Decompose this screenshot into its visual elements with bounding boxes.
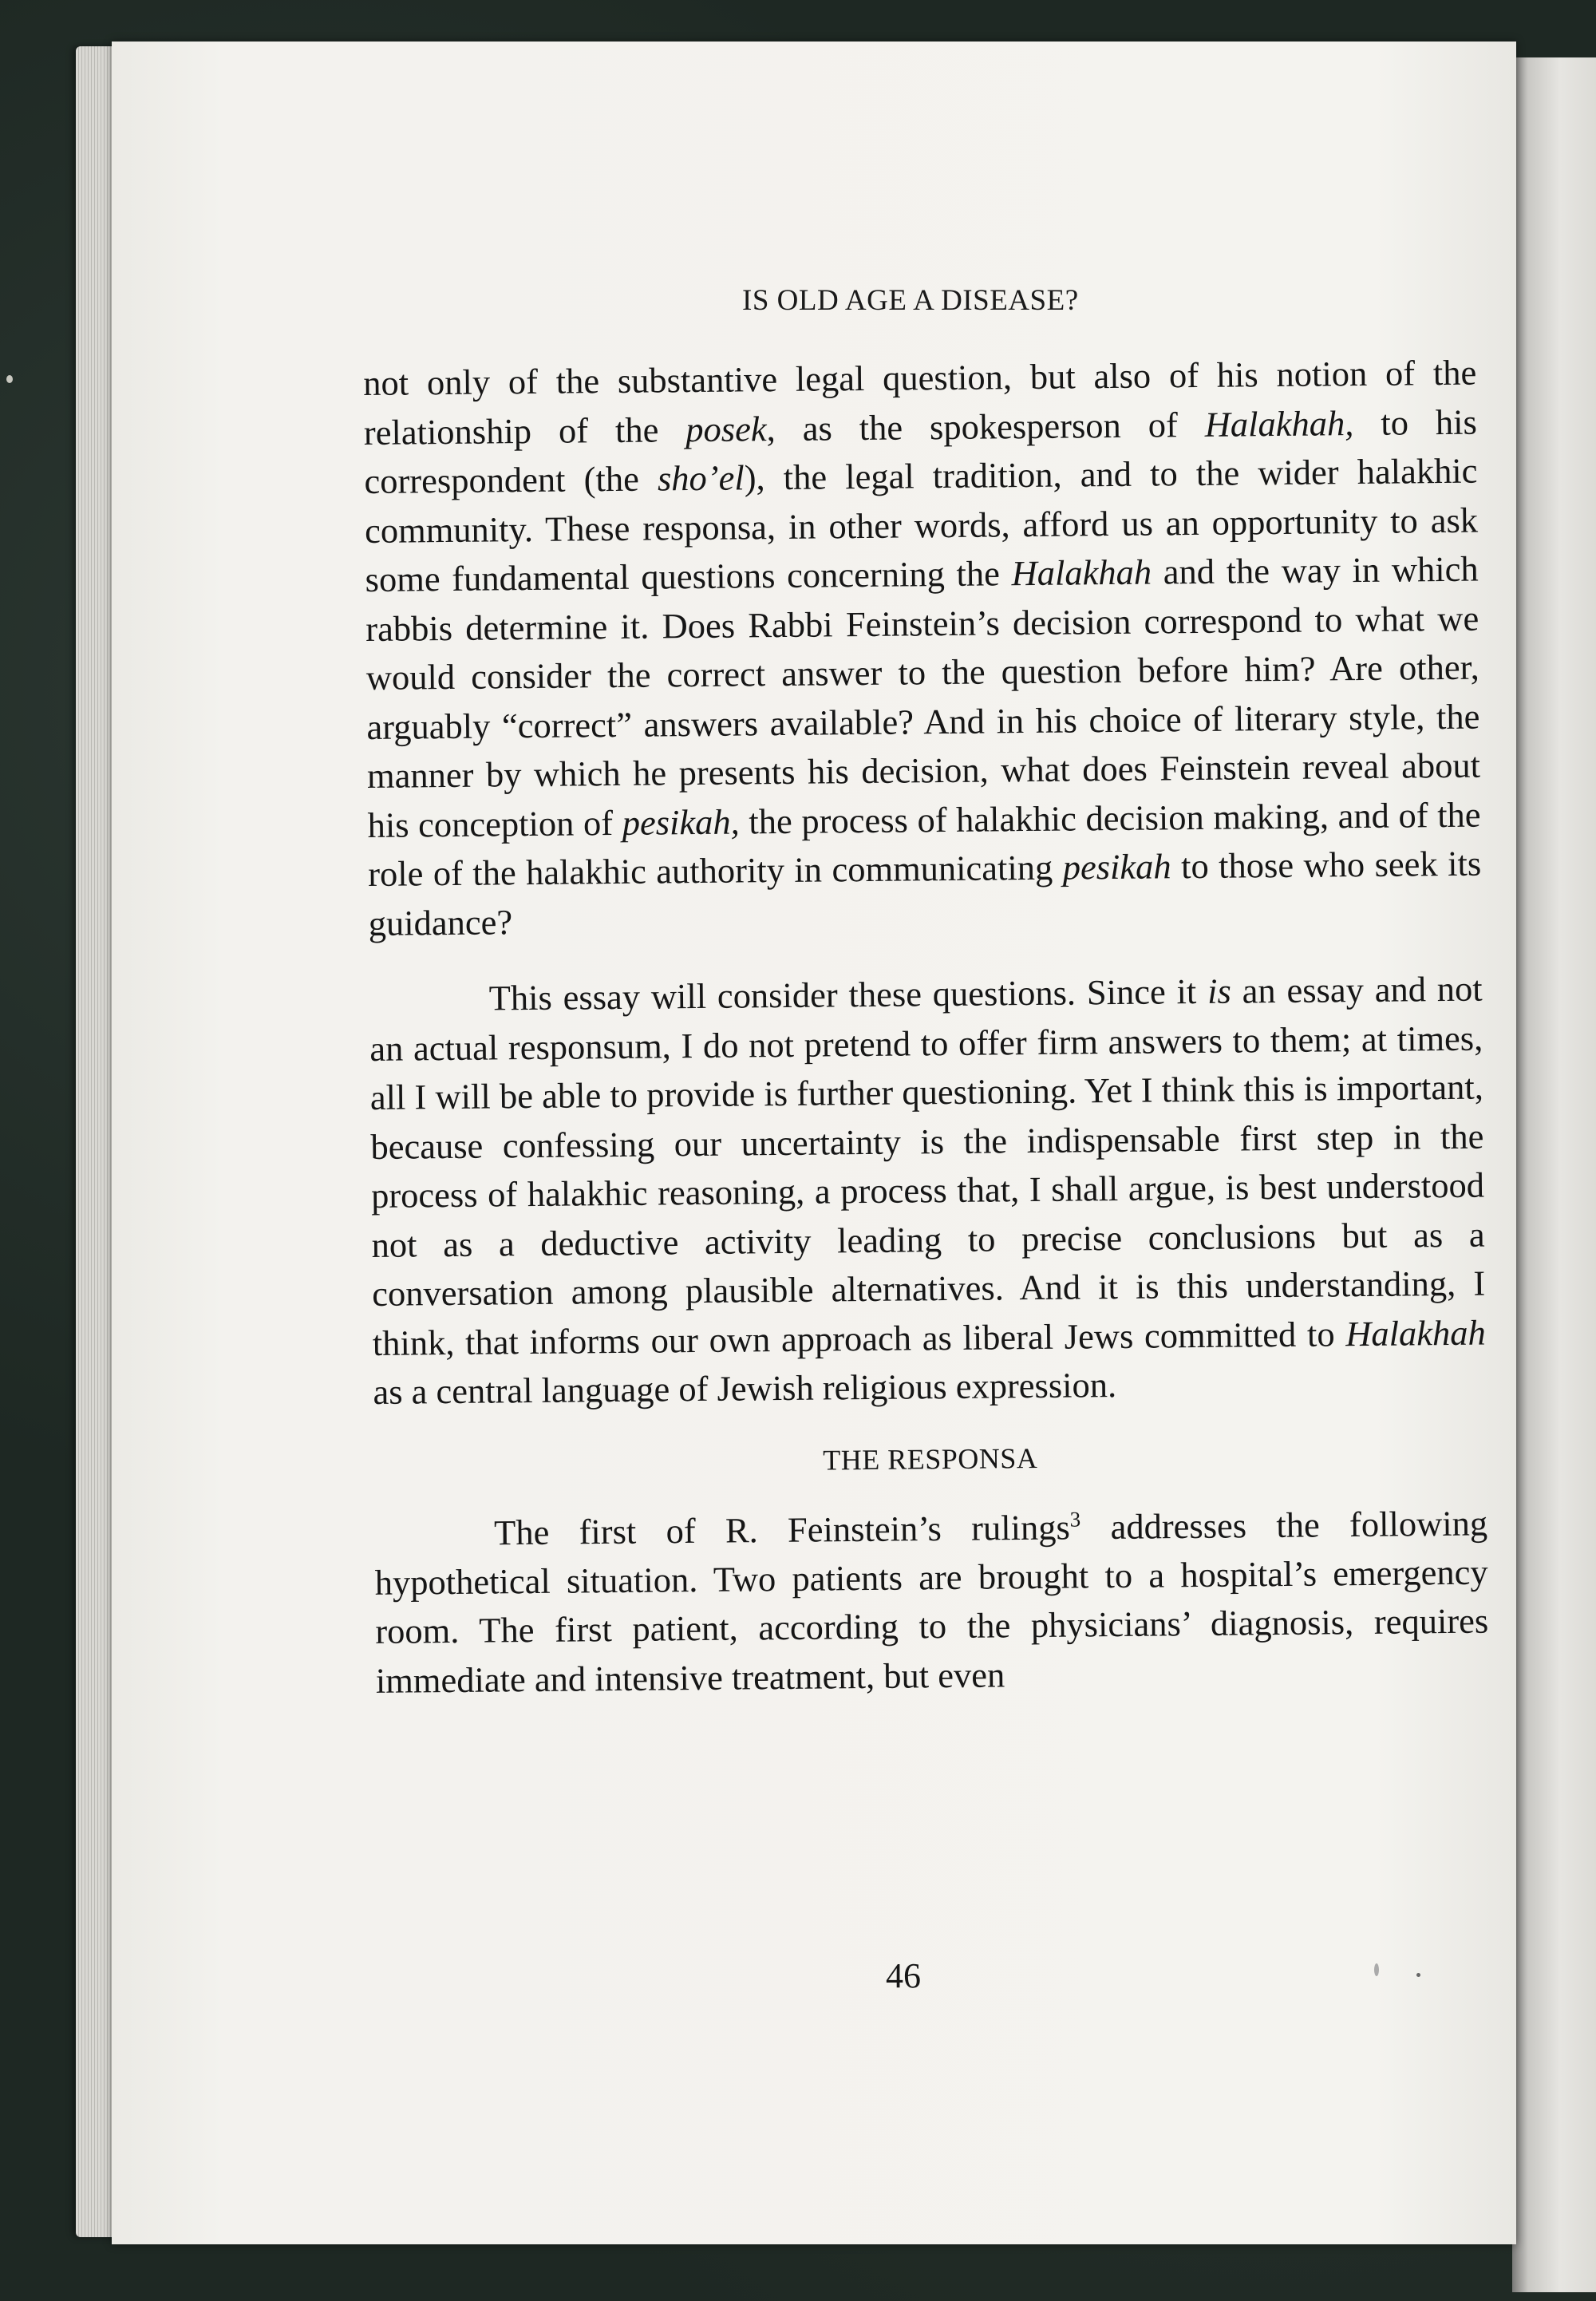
italic-term: Halakhah [1345,1312,1487,1354]
text-run: This essay will consider these questions. Since it [488,971,1208,1018]
text-run: The first of R. Feinstein’s rulings [493,1506,1070,1552]
italic-term: Halakhah [1011,552,1152,594]
italic-term: Halakhah, [1204,402,1354,445]
background-speck [6,375,13,383]
text-run: and the way in which rabbis determine it. Does Rabbi Feinstein’s decision correspond to what we would consider the correct answer to the question before him? Are other, arguably “correct” answers available? And in his choice of literary style, the manner by which he presents his decision, what does Feinstein reveal about his conception of [365,548,1481,845]
section-title: THE RESPONSA [823,1441,1038,1477]
text-run: to his correspondent (the [364,401,1478,501]
footnote-marker[interactable]: 3 [1069,1506,1081,1532]
adjacent-page-edge [1512,57,1596,2292]
text-run: the process of halakhic decision making, and of the role of the halakhic authority in communicating [367,794,1481,894]
italic-term: pesikah [1062,846,1171,888]
text-run: as a central language of Jewish religious expression. [373,1364,1117,1412]
italic-term: pesikah, [622,801,740,843]
paragraph-3 [374,1491,1489,1706]
text-run: not only of the substantive legal question, but also of his notion of the relationship of the [363,352,1477,453]
italic-term: sho’el [657,457,745,499]
italic-term: is [1207,971,1232,1011]
text-run: to those who seek its guidance? [368,843,1482,943]
page-speck [1374,1963,1379,1976]
paragraph-2 [369,965,1486,1417]
paragraph-1 [363,349,1482,948]
text-run: , as the spokesperson of [766,404,1205,449]
page-speck [1416,1973,1420,1977]
text-run: ), the legal tradition, and to the wider halakhic community. These responsa, in other words, afford us an opportunity to ask some fundamental questions concerning the [364,450,1479,599]
italic-term: posek [685,408,767,449]
page-number: 46 [886,1956,921,1995]
text-run: an essay and not an actual responsum, I do not pretend to offer firm answers to them; at times, all I will be able to provide is further questioning. Yet I think this is important, because confessing our uncertainty is the indispensable first step in the process of halakhic reasoning, a process that, I shall argue, is best understood not as a deductive activity leading to precise conclusions but as a conversation among plausible alternatives. And it is this understanding, I think, that informs our own approach as liberal Jews committed to [369,968,1486,1363]
running-head: IS OLD AGE A DISEASE? [742,284,1079,317]
body-text [363,349,1489,1706]
text-run: addresses the following hypothetical situation. Two patients are brought to a hospital’s emergency room. The first patient, according to the physicians’ diagnosis, requires immediate and intensive treatment, but even [374,1502,1489,1701]
